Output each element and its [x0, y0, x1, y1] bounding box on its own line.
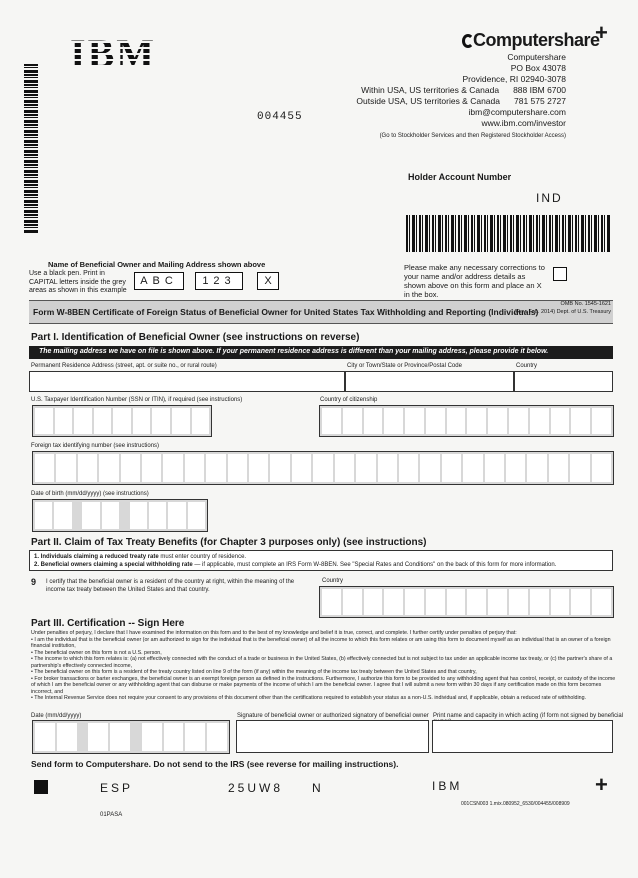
print-name-label: Print name and capacity in which acting (if form not signed by beneficial	[433, 713, 624, 719]
part3-heading: Part III. Certification -- Sign Here	[31, 618, 185, 629]
footer-plus-mark: +	[595, 772, 608, 797]
footer-code-ibm: IBM	[432, 779, 463, 793]
sample-mark-box: X	[257, 272, 279, 290]
computershare-logo: Computershare	[462, 30, 600, 51]
form-title: Form W-8BEN Certificate of Foreign Status of Beneficial Owner for United States Tax Withholding and Reporting (Individuals)	[33, 307, 539, 317]
omb-info: OMB No. 1545-1621 (Rev. Feb. 2014) Dept. of U.S. Treasury	[514, 301, 611, 315]
contact-website[interactable]: www.ibm.com/investor	[481, 118, 566, 128]
signature-label: Signature of beneficial owner or authorized signatory of beneficial owner	[237, 713, 429, 719]
cert-bullet: • For broker transactions or barter exchanges, the beneficial owner is an exempt foreign person as defined in the instructions. Furthermore, I authorize this form to be provided to any withholding agent that has control, receipt, or custody of the income of which I am the beneficial owner or any withholding agent that can disburse or make payments of the income of which I am the beneficial owner. I agree that I will submit a new form within 30 days if any certification made on this form becomes incorrect, and	[31, 675, 616, 695]
sample-numbers-box: 123	[195, 272, 243, 290]
foreign-tin-input[interactable]	[32, 451, 614, 485]
cert-bullet: • The beneficial owner on this form is a resident of the treaty country listed on line 9 of the form (if any) within the meaning of the income tax treaty between the United States and that country,	[31, 669, 477, 675]
registration-plus-mark: +	[595, 20, 608, 45]
us-tin-label: U.S. Taxpayer Identification Number (SSN or ITIN), if required (see instructions)	[31, 397, 243, 403]
holder-account-value: IND	[536, 191, 563, 205]
contact-email[interactable]: ibm@computershare.com	[468, 107, 566, 117]
footer-code-esp: ESP	[100, 781, 134, 795]
treaty-country-input[interactable]	[319, 586, 614, 618]
signature-input[interactable]	[236, 720, 429, 753]
part1-heading: Part I. Identification of Beneficial Owner (see instructions on reverse)	[31, 332, 360, 343]
dob-input[interactable]	[32, 499, 208, 532]
city-label: City or Town/State or Province/Postal Code	[347, 363, 462, 369]
beneficial-owner-name-label: Name of Beneficial Owner and Mailing Address shown above	[48, 260, 266, 269]
residence-address-label: Permanent Residence Address (street, apt. or suite no., or rural route)	[31, 363, 217, 369]
dob-label: Date of birth (mm/dd/yyyy) (see instructions)	[31, 491, 149, 497]
cert-bullet: • The income to which this form relates is: (a) not effectively connected with the conduct of a trade or business in the United States, (b) effectively connected but is not subject to tax under an applicable income tax treaty, or (c) the partner's share of a partnership's effectively connected income,	[31, 656, 613, 669]
us-tin-input[interactable]	[32, 405, 212, 437]
country-label: Country	[516, 363, 538, 369]
citizenship-label: Country of citizenship	[320, 397, 378, 403]
cert-bullet: • I am the individual that is the beneficial owner (or am authorized to sign for the individual that is the beneficial owner) of all the income to which this form relates or am using this form to document myself as an individual that is an owner of a foreign financial institution,	[31, 636, 611, 649]
certification-text: Under penalties of perjury, I declare that I have examined the information on this form and to the best of my knowledge and belief it is true, correct, and complete. I further certify under penalties of perjury that: • I am the individual that is the beneficial owner (or am authorized to sign for the individual that is the beneficial owner) of all the income to which this form relates or am using this form to document myself as an individual that is an owner of a foreign financial institution, • The beneficial owner on this form is not a U.S. person, • The income to which this form relates is: (a) not effectively connected with the conduct of a trade or business in the United States, (b) effectively connected but is not subject to tax under an applicable income tax treaty, or (c) the partner's share of a partnership's effectively connected income, • The beneficial owner on this form is a resident of the treaty country listed on line 9 of the form (if any) within the meaning of the income tax treaty between the United States and that country, • For broker transactions or barter exchanges, the beneficial owner is an exempt foreign person as defined in the instructions. Furthermore, I authorize this form to be provided to any withholding agent that has control, receipt, or custody of the income of which I am the beneficial owner or any withholding agent that can disburse or make payments of the income of which I am the beneficial owner. I agree that I will submit a new form within 30 days if any certification made on this form becomes incorrect, and • The Internal Revenue Service does not require your consent to any provisions of this document other than the certifications required to establish your status as a non-U.S. individual and, if applicable, obtain a reduced rate of withholding.	[31, 630, 616, 701]
holder-account-label: Holder Account Number	[408, 172, 512, 182]
pen-instructions: Use a black pen. Print in CAPITAL letters inside the grey areas as shown in this example	[29, 270, 127, 294]
city-input[interactable]	[345, 371, 514, 392]
line9-text: I certify that the beneficial owner is a resident of the country at right, within the meaning of the income tax treaty between the United States and that country.	[46, 579, 295, 593]
computershare-address: Computershare PO Box 43078 Providence, RI 02940-3078 Within USA, US territories & Canada 888 IBM 6700 Outside USA, US territories & Canada 781 575 2727 ibm@computershare.com www.ibm.com/investor	[356, 52, 566, 128]
form-code: 01PASA	[100, 812, 123, 818]
correction-instructions: Please make any necessary corrections to your name and/or address details as shown above on this form and place an X in the box.	[404, 263, 545, 299]
residence-address-input[interactable]	[29, 371, 345, 392]
footer-code-n: N	[312, 781, 324, 795]
ibm-logo: IBM	[70, 31, 156, 76]
treaty-notes: 1. Individuals claiming a reduced treaty rate must enter country of residence. 2. Beneficial owners claiming a special withholding rate — if applicable, must complete an IRS Form W-8BEN. See "Special Rates and Conditions" on the back of this form for more information.	[29, 550, 613, 571]
vertical-barcode	[24, 64, 38, 234]
part2-heading: Part II. Claim of Tax Treaty Benefits (for Chapter 3 purposes only) (see instructions)	[31, 537, 427, 548]
correction-checkbox[interactable]	[553, 267, 567, 281]
country-input[interactable]	[514, 371, 613, 392]
citizenship-input[interactable]	[319, 405, 614, 437]
horizontal-barcode	[406, 215, 611, 252]
document-number: 004455	[257, 111, 303, 123]
send-instructions: Send form to Computershare. Do not send to the IRS (see reverse for mailing instructions).	[31, 759, 399, 769]
line9-number: 9	[31, 577, 37, 587]
sign-date-input[interactable]	[32, 720, 230, 754]
stockholder-access-note: (Go to Stockholder Services and then Registered Stockholder Access)	[379, 133, 566, 139]
sign-date-label: Date (mm/dd/yyyy)	[31, 713, 82, 719]
registration-square	[34, 780, 48, 794]
footer-code-25uw8: 25UW8	[228, 781, 284, 795]
footer-reference: 001CSN003 1.mix.080952_6530/004455/008909	[461, 801, 570, 807]
cert-bullet: • The beneficial owner on this form is not a U.S. person,	[31, 649, 162, 656]
cert-bullet: • The Internal Revenue Service does not require your consent to any provisions of this document other than the certifications required to establish your status as a non-U.S. individual and, if applicable, obtain a reduced rate of withholding.	[31, 695, 587, 701]
print-name-input[interactable]	[432, 720, 613, 753]
mailing-address-banner: The mailing address we have on file is shown above. If your permanent residence address is different than your mailing address, please provide it below.	[29, 346, 613, 359]
sample-letters-box: ABC	[134, 272, 184, 290]
treaty-country-label: Country	[322, 578, 344, 584]
foreign-tin-label: Foreign tax identifying number (see instructions)	[31, 443, 160, 449]
